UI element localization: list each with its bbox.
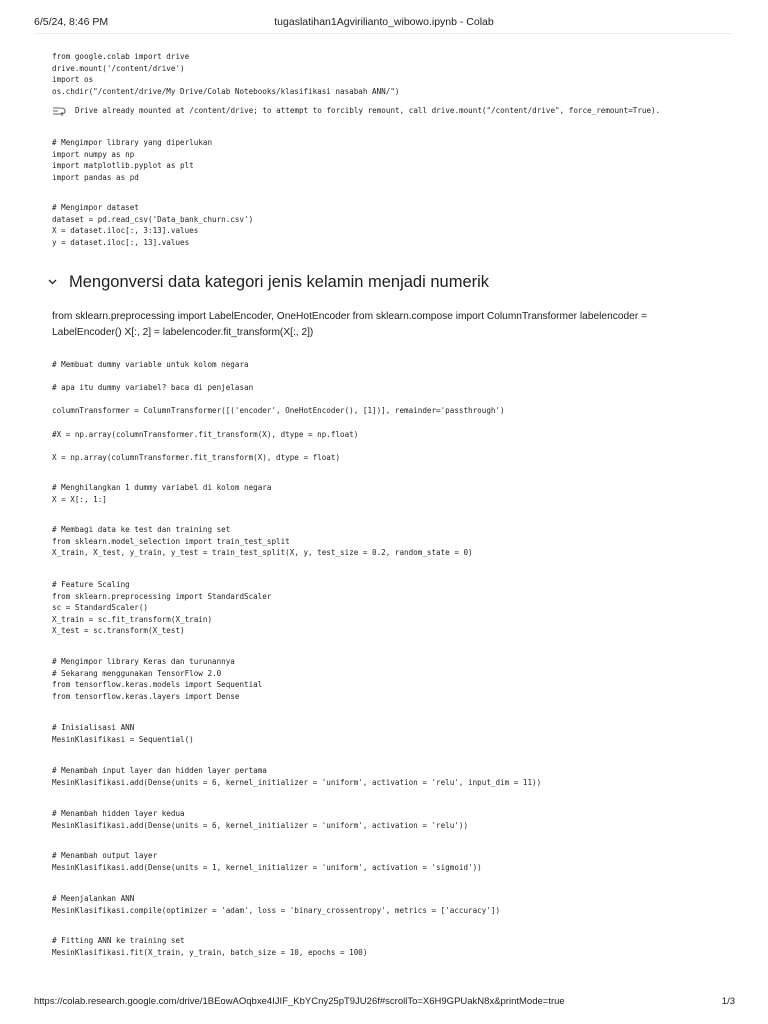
- code-cell-fit[interactable]: # Fitting ANN ke training set MesinKlasifikasi.fit(X_train, y_train, batch_size = 10, epochs = 100): [52, 936, 368, 957]
- code-cell-dummy-variable[interactable]: # Membuat dummy variable untuk kolom negara # apa itu dummy variabel? baca di penjelasan columnTransformer = ColumnTransformer([('encoder', OneHotEncoder(), [1])], remainder='passthrough') #X = np.array(columnTransformer.fit_transform(X), dtype = np.float) X = np.array(columnTransformer.fit_transform(X), dtype = float): [52, 360, 505, 462]
- output-text: Drive already mounted at /content/drive; to attempt to forcibly remount, call drive.mount("/content/drive", force_remount=True).: [75, 106, 661, 115]
- print-datetime: 6/5/24, 8:46 PM: [34, 16, 109, 28]
- code-cell-keras-imports[interactable]: # Mengimpor library Keras dan turunannya # Sekarang menggunakan TensorFlow 2.0 from tensorflow.keras.models import Sequential from tensorflow.keras.layers import Dense: [52, 657, 263, 701]
- section-heading[interactable]: [48, 272, 728, 294]
- code-cell-remove-dummy[interactable]: # Menghilangkan 1 dummy variabel di kolom negara X = X[:, 1:]: [52, 483, 272, 504]
- chevron-down-icon[interactable]: [48, 279, 57, 285]
- print-page-number: 1/3: [721, 996, 735, 1007]
- code-cell-feature-scaling[interactable]: # Feature Scaling from sklearn.preprocessing import StandardScaler sc = StandardScaler() X_train = sc.fit_transform(X_train) X_test = sc.transform(X_test): [52, 580, 272, 636]
- code-cell-init-ann[interactable]: # Inisialisasi ANN MesinKlasifikasi = Sequential(): [52, 723, 194, 744]
- code-cell-imports[interactable]: # Mengimpor library yang diperlukan import numpy as np import matplotlib.pyplot as plt import pandas as pd: [52, 138, 213, 182]
- cell-output: [52, 105, 732, 119]
- code-cell-input-layer[interactable]: # Menambah input layer dan hidden layer pertama MesinKlasifikasi.add(Dense(units = 6, kernel_initializer = 'uniform', activation = 'relu', input_dim = 11)): [52, 766, 542, 787]
- print-title: tugaslatihan1Agvirilianto_wibowo.ipynb - Colab: [274, 16, 494, 28]
- section-title: Mengonversi data kategori jenis kelamin menjadi numerik: [69, 273, 490, 291]
- markdown-text: from sklearn.preprocessing import LabelEncoder, OneHotEncoder from sklearn.compose import ColumnTransformer labelencoder = LabelEncoder() X[:, 2] = labelencoder.fit_transform(X[:, 2]): [52, 311, 648, 338]
- code-cell-compile[interactable]: # Meenjalankan ANN MesinKlasifikasi.compile(optimizer = 'adam', loss = 'binary_crossentropy', metrics = ['accuracy']): [52, 894, 501, 915]
- code-cell-hidden-layer[interactable]: # Menambah hidden layer kedua MesinKlasifikasi.add(Dense(units = 6, kernel_initializer = 'uniform', activation = 'relu')): [52, 809, 469, 830]
- header-divider: [34, 33, 732, 34]
- output-arrow-icon: [52, 106, 66, 116]
- print-footer-url: https://colab.research.google.com/drive/1BEowAOqbxe4IJIF_KbYCny25pT9JU26f#scrollTo=X6H9GPUakN8x&printMode=true: [34, 996, 565, 1007]
- code-cell-dataset[interactable]: # Mengimpor dataset dataset = pd.read_csv('Data_bank_churn.csv') X = dataset.iloc[:, 3:13].values y = dataset.iloc[:, 13].values: [52, 203, 254, 247]
- print-header: [0, 0, 768, 34]
- code-cell-train-test-split[interactable]: # Membagi data ke test dan training set from sklearn.model_selection import train_test_split X_train, X_test, y_train, y_test = train_test_split(X, y, test_size = 0.2, random_state = 0): [52, 525, 473, 558]
- code-cell-drive-mount[interactable]: from google.colab import drive drive.mount('/content/drive') import os os.chdir("/content/drive/My Drive/Colab Notebooks/klasifikasi nasabah ANN/"): [52, 52, 400, 96]
- code-cell-output-layer[interactable]: # Menambah output layer MesinKlasifikasi.add(Dense(units = 1, kernel_initializer = 'uniform', activation = 'sigmoid')): [52, 851, 482, 872]
